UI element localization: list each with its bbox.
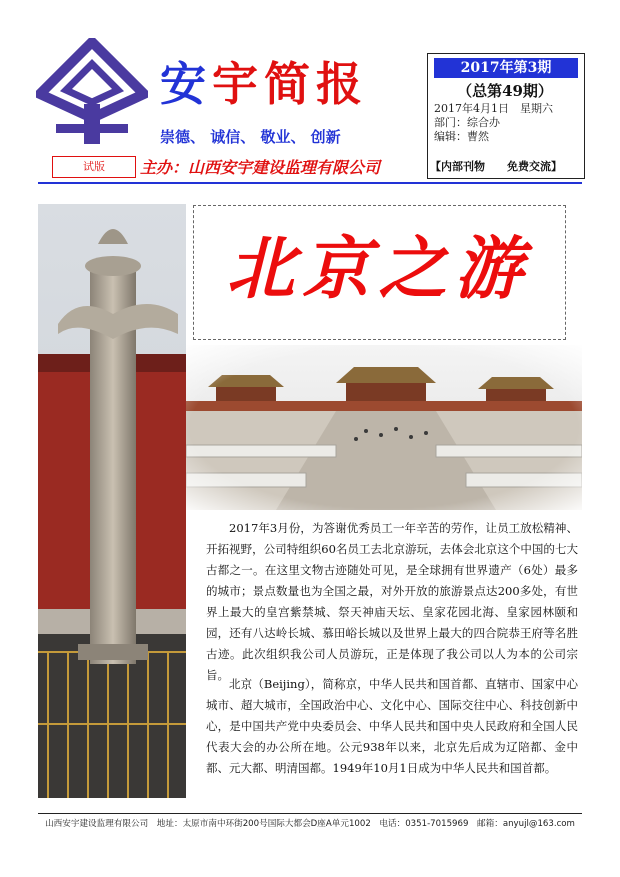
distribution-note: 【内部刊物 免费交流】 bbox=[430, 160, 562, 173]
issue-department: 部门：综合办 bbox=[434, 116, 500, 129]
footer-rule bbox=[38, 813, 582, 814]
issue-total: （总第49期） bbox=[457, 82, 553, 100]
trial-badge: 试版 bbox=[52, 156, 136, 178]
article-paragraph: 2017年3月份，为答谢优秀员工一年辛苦的劳作，让员工放松精神、开拓视野，公司特组织60名员工去北京游玩，去体会北京这个中国的七大古都之一。在这里文物古迹随处可见，是全球拥有世界遗产（6处）最多的城市；景点数量也为全国之最，对外开放的旅游景点达200多处，有世界上最大的皇宫紫禁城、祭天神庙天坛、皇家花园北海、皇家园林颐和园，还有八达岭长城、慕田峪长城以及世界上最大的四合院恭王府等名胜古迹。此次组织我公司人员游玩，正是体现了我公司以人为本的公司宗旨。 bbox=[206, 521, 578, 682]
feature-title: 北京之游 bbox=[226, 229, 531, 309]
title-rest: 宇简报 bbox=[212, 57, 368, 111]
sponsor-line: 主办：山西安宇建设监理有限公司 bbox=[140, 158, 381, 177]
slogan: 崇德、 诚信、 敬业、 创新 bbox=[160, 128, 341, 146]
newsletter-title bbox=[160, 48, 410, 111]
issue-number: 2017年第3期 bbox=[434, 58, 578, 78]
issue-editor: 编辑：曹然 bbox=[434, 130, 489, 143]
photo-marble-column bbox=[38, 204, 186, 798]
title-first-char: 安 bbox=[160, 57, 212, 111]
issue-date: 2017年4月1日 星期六 bbox=[434, 102, 553, 115]
header-rule bbox=[38, 182, 582, 184]
article-paragraph: 北京（Beijing），简称京，中华人民共和国首都、直辖市、国家中心城市、超大城市，全国政治中心、文化中心、国际交往中心、科技创新中心，是中国共产党中央委员会、中华人民共和国中央人民政府和全国人民代表大会的办公所在地。公元938年以来，北京先后成为辽陪都、金中都、元大都、明清国都。1949年10月1日成为中华人民共和国首都。 bbox=[206, 677, 578, 775]
company-logo bbox=[36, 38, 148, 146]
footer-contact: 山西安宇建设监理有限公司 地址：太原市南中环街200号国际大都会D座A单元1002 电话：0351-7015969 邮箱：anyujl@163.com bbox=[45, 819, 575, 829]
photo-forbidden-city bbox=[186, 345, 582, 510]
